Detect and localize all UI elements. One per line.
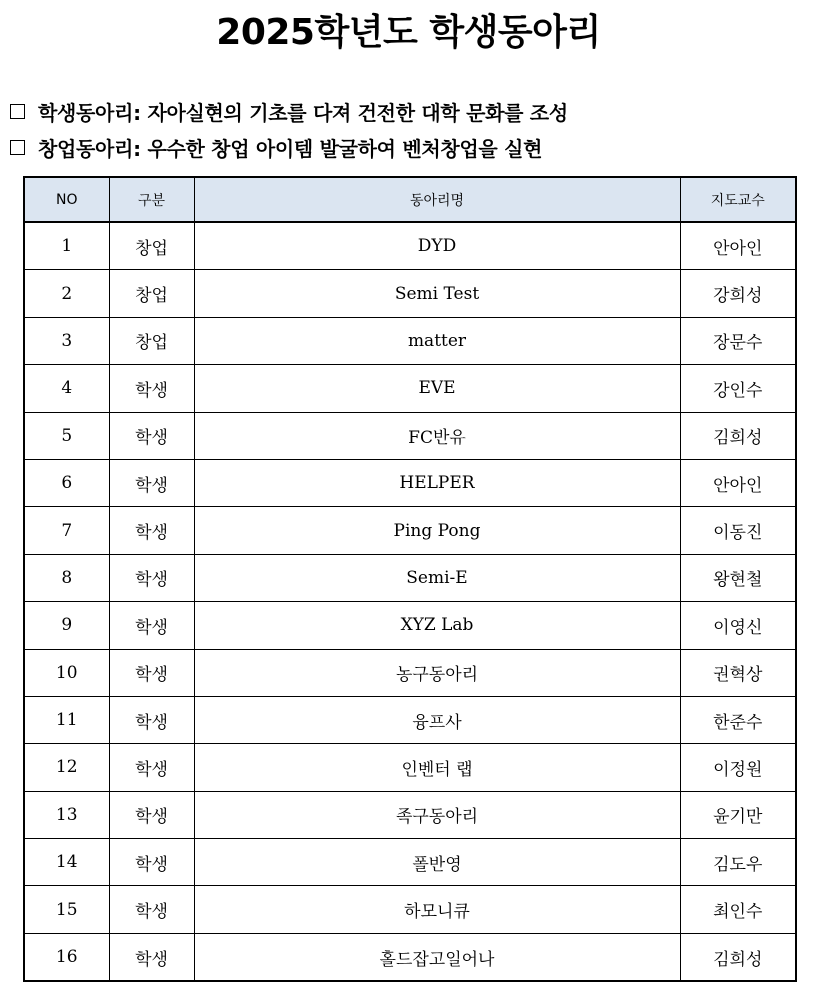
cell-no: 4 [24,365,109,412]
cell-club-name: DYD [194,222,680,270]
header-no: NO [24,177,109,222]
table-row [24,365,796,412]
cell-no: 6 [24,459,109,506]
cell-professor: 강인수 [680,365,796,412]
header-professor: 지도교수 [680,177,796,222]
cell-category: 학생 [109,744,194,791]
table-row [24,459,796,506]
cell-category: 학생 [109,791,194,838]
cell-no: 11 [24,696,109,743]
cell-category: 학생 [109,554,194,601]
cell-professor: 김희성 [680,933,796,981]
cell-professor: 이동진 [680,507,796,554]
bullet-text: 학생동아리: 자아실현의 기초를 다져 건전한 대학 문화를 조성 [38,100,568,125]
cell-no: 7 [24,507,109,554]
bullet-text: 창업동아리: 우수한 창업 아이템 발굴하여 벤처창업을 실현 [38,136,543,161]
table-header-row [24,177,796,222]
cell-no: 10 [24,649,109,696]
cell-category: 창업 [109,222,194,270]
bullet-startup-club [10,132,810,162]
cell-club-name: 홀드잡고일어나 [194,933,680,981]
table-row [24,649,796,696]
cell-no: 9 [24,602,109,649]
cell-category: 창업 [109,270,194,317]
cell-no: 2 [24,270,109,317]
table-row [24,886,796,933]
cell-category: 학생 [109,365,194,412]
cell-no: 14 [24,839,109,886]
table-row [24,744,796,791]
cell-professor: 안아인 [680,222,796,270]
cell-club-name: 융프사 [194,696,680,743]
table-row [24,602,796,649]
cell-no: 3 [24,317,109,364]
table-row [24,791,796,838]
cell-professor: 권혁상 [680,649,796,696]
cell-club-name: HELPER [194,459,680,506]
table-row [24,554,796,601]
cell-professor: 최인수 [680,886,796,933]
cell-no: 1 [24,222,109,270]
cell-category: 학생 [109,839,194,886]
cell-category: 학생 [109,602,194,649]
cell-no: 15 [24,886,109,933]
table-row [24,412,796,459]
cell-club-name: EVE [194,365,680,412]
cell-category: 창업 [109,317,194,364]
table-row [24,317,796,364]
cell-no: 16 [24,933,109,981]
cell-no: 13 [24,791,109,838]
cell-club-name: 족구동아리 [194,791,680,838]
cell-club-name: Semi-E [194,554,680,601]
table-row [24,696,796,743]
cell-category: 학생 [109,459,194,506]
cell-club-name: XYZ Lab [194,602,680,649]
cell-professor: 장문수 [680,317,796,364]
cell-category: 학생 [109,696,194,743]
club-table [23,176,797,982]
cell-professor: 강희성 [680,270,796,317]
cell-club-name: 인벤터 랩 [194,744,680,791]
cell-category: 학생 [109,649,194,696]
checkbox-icon [10,140,25,155]
cell-club-name: matter [194,317,680,364]
cell-club-name: Semi Test [194,270,680,317]
cell-professor: 안아인 [680,459,796,506]
cell-professor: 한준수 [680,696,796,743]
bullet-student-club [10,96,810,126]
header-category: 구분 [109,177,194,222]
cell-club-name: 하모니큐 [194,886,680,933]
table-body [24,222,796,981]
cell-professor: 이영신 [680,602,796,649]
cell-professor: 김도우 [680,839,796,886]
cell-club-name: Ping Pong [194,507,680,554]
cell-category: 학생 [109,933,194,981]
cell-professor: 김희성 [680,412,796,459]
cell-professor: 왕현철 [680,554,796,601]
cell-professor: 이정원 [680,744,796,791]
checkbox-icon [10,104,25,119]
table-row [24,270,796,317]
page-title: 2025학년도 학생동아리 [216,12,601,53]
cell-no: 8 [24,554,109,601]
cell-club-name: 폴반영 [194,839,680,886]
table-row [24,222,796,270]
cell-club-name: FC반유 [194,412,680,459]
header-club-name: 동아리명 [194,177,680,222]
table-row [24,839,796,886]
cell-professor: 윤기만 [680,791,796,838]
table-row [24,507,796,554]
cell-category: 학생 [109,412,194,459]
cell-no: 12 [24,744,109,791]
cell-no: 5 [24,412,109,459]
cell-category: 학생 [109,886,194,933]
cell-club-name: 농구동아리 [194,649,680,696]
cell-category: 학생 [109,507,194,554]
table-row [24,933,796,981]
